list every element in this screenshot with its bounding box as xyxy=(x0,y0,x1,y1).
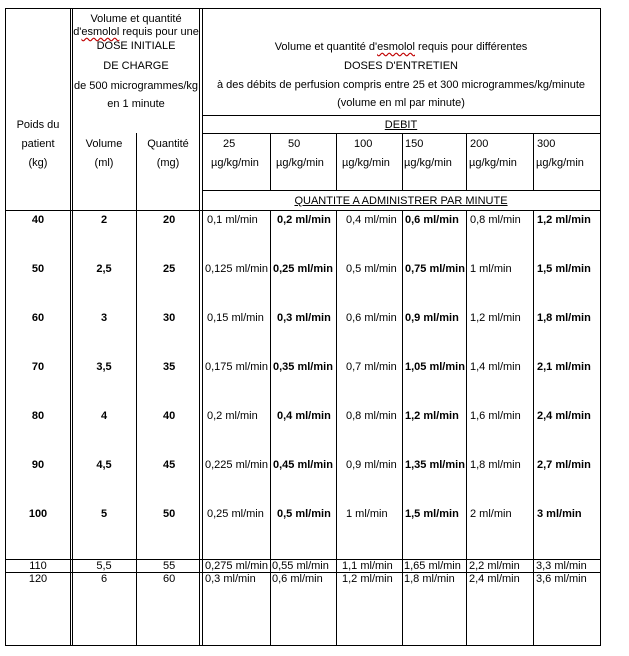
maintenance-heading: Volume et quantité d'esmolol requis pour différentes xyxy=(274,41,528,53)
column-rule xyxy=(70,8,71,646)
header-rule xyxy=(202,115,601,116)
column-rule xyxy=(402,133,403,191)
dose-cell: 1,8 ml/min xyxy=(470,459,521,471)
column-rule xyxy=(533,210,534,646)
weight-column-header: patient xyxy=(21,138,55,150)
quantity-cell: 50 xyxy=(163,508,176,520)
rate-unit: µg/kg/min xyxy=(276,157,324,169)
column-rule xyxy=(466,133,467,191)
dose-cell: 0,6 ml/min xyxy=(272,573,323,585)
dose-cell: 0,5 ml/min xyxy=(346,263,397,275)
rate-value: 100 xyxy=(354,138,373,150)
dose-cell: 0,8 ml/min xyxy=(346,410,397,422)
volume-cell: 3,5 xyxy=(96,361,112,373)
loading-dose-heading: de 500 microgrammes/kg xyxy=(73,80,199,92)
rate-value: 50 xyxy=(288,138,301,150)
table-border-bottom xyxy=(5,645,601,646)
weight-column-header: (kg) xyxy=(28,157,48,169)
table-border-left xyxy=(5,8,6,646)
volume-cell: 2,5 xyxy=(96,263,112,275)
quantity-column-header: Quantité xyxy=(147,138,189,150)
dose-cell: 0,3 ml/min xyxy=(277,312,331,324)
dose-cell: 1,5 ml/min xyxy=(537,263,591,275)
dose-cell: 0,7 ml/min xyxy=(346,361,397,373)
dose-cell: 0,4 ml/min xyxy=(277,410,331,422)
volume-cell: 3 xyxy=(100,312,108,324)
quantity-cell: 20 xyxy=(163,214,176,226)
dose-cell: 0,125 ml/min xyxy=(205,263,268,275)
rate-value: 200 xyxy=(470,138,489,150)
weight-cell: 50 xyxy=(31,263,45,275)
dose-cell: 0,45 ml/min xyxy=(273,459,333,471)
weight-cell: 120 xyxy=(28,573,48,585)
column-rule xyxy=(336,210,337,646)
column-rule xyxy=(336,133,337,191)
rate-value: 300 xyxy=(537,138,556,150)
dose-cell: 1,5 ml/min xyxy=(405,508,459,520)
rate-unit: µg/kg/min xyxy=(404,157,452,169)
table-border-right xyxy=(600,8,601,646)
quantity-cell: 45 xyxy=(163,459,176,471)
volume-cell: 4 xyxy=(100,410,108,422)
dose-cell: 1,1 ml/min xyxy=(342,560,393,572)
maintenance-heading: DOSES D'ENTRETIEN xyxy=(344,60,458,72)
quantity-cell: 40 xyxy=(163,410,176,422)
quantity-cell: 30 xyxy=(163,312,176,324)
weight-cell: 40 xyxy=(31,214,45,226)
dose-cell: 1,6 ml/min xyxy=(470,410,521,422)
column-rule xyxy=(199,8,200,646)
volume-column-header: (ml) xyxy=(94,157,114,169)
dose-cell: 1,8 ml/min xyxy=(537,312,591,324)
weight-cell: 90 xyxy=(31,459,45,471)
column-rule xyxy=(270,210,271,646)
dose-cell: 0,2 ml/min xyxy=(207,410,258,422)
dose-cell: 1,05 ml/min xyxy=(405,361,465,373)
dose-cell: 0,175 ml/min xyxy=(205,361,268,373)
rate-value: 150 xyxy=(405,138,424,150)
dose-cell: 1,65 ml/min xyxy=(404,560,461,572)
dose-cell: 2,2 ml/min xyxy=(469,560,520,572)
header-rule xyxy=(5,210,601,211)
dose-cell: 0,4 ml/min xyxy=(346,214,397,226)
dose-cell: 0,225 ml/min xyxy=(205,459,268,471)
dose-cell: 0,5 ml/min xyxy=(277,508,331,520)
dose-cell: 2,7 ml/min xyxy=(537,459,591,471)
maintenance-heading: à des débits de perfusion compris entre 25 et 300 microgrammes/kg/minute xyxy=(216,79,586,91)
column-rule xyxy=(533,133,534,191)
dose-cell: 0,8 ml/min xyxy=(470,214,521,226)
dose-cell: 0,275 ml/min xyxy=(205,560,268,572)
weight-column-header: Poids du xyxy=(16,119,60,131)
quantity-cell: 35 xyxy=(163,361,176,373)
weight-cell: 60 xyxy=(31,312,45,324)
dose-cell: 0,2 ml/min xyxy=(277,214,331,226)
dose-cell: 0,9 ml/min xyxy=(346,459,397,471)
dose-cell: 3,6 ml/min xyxy=(536,573,587,585)
loading-dose-heading: Volume et quantité d'esmolol requis pour une xyxy=(73,13,199,38)
column-rule xyxy=(270,133,271,191)
weight-cell: 70 xyxy=(31,361,45,373)
rate-value: 25 xyxy=(223,138,236,150)
dose-cell: 1 ml/min xyxy=(470,263,512,275)
dose-cell: 1,2 ml/min xyxy=(405,410,459,422)
dose-cell: 1,4 ml/min xyxy=(470,361,521,373)
dose-cell: 0,1 ml/min xyxy=(207,214,258,226)
dose-cell: 2,1 ml/min xyxy=(537,361,591,373)
dose-cell: 3,3 ml/min xyxy=(536,560,587,572)
debit-heading: DEBIT xyxy=(384,119,418,131)
quantity-cell: 55 xyxy=(163,560,176,572)
dose-cell: 0,55 ml/min xyxy=(272,560,329,572)
volume-cell: 5,5 xyxy=(96,560,112,572)
dose-cell: 3 ml/min xyxy=(537,508,582,520)
dose-cell: 0,9 ml/min xyxy=(405,312,459,324)
dose-cell: 1,8 ml/min xyxy=(404,573,455,585)
weight-cell: 100 xyxy=(28,508,48,520)
dose-cell: 1,2 ml/min xyxy=(342,573,393,585)
table-border-top xyxy=(5,8,601,9)
column-rule xyxy=(402,210,403,646)
column-rule xyxy=(136,133,137,646)
rate-unit: µg/kg/min xyxy=(211,157,259,169)
dose-cell: 0,25 ml/min xyxy=(273,263,333,275)
dose-cell: 2 ml/min xyxy=(470,508,512,520)
quantity-column-header: (mg) xyxy=(156,157,180,169)
volume-cell: 4,5 xyxy=(96,459,112,471)
volume-cell: 2 xyxy=(100,214,108,226)
dose-cell: 1 ml/min xyxy=(346,508,388,520)
volume-cell: 6 xyxy=(100,573,108,585)
dose-cell: 0,35 ml/min xyxy=(273,361,333,373)
dose-cell: 0,75 ml/min xyxy=(405,263,465,275)
weight-cell: 80 xyxy=(31,410,45,422)
volume-cell: 5 xyxy=(100,508,108,520)
dose-cell: 1,35 ml/min xyxy=(405,459,465,471)
rate-unit: µg/kg/min xyxy=(342,157,390,169)
dose-cell: 0,3 ml/min xyxy=(205,573,256,585)
per-minute-heading: QUANTITE A ADMINISTRER PAR MINUTE xyxy=(294,195,508,207)
volume-column-header: Volume xyxy=(85,138,123,150)
dose-cell: 1,2 ml/min xyxy=(470,312,521,324)
quantity-cell: 60 xyxy=(163,573,176,585)
dose-cell: 1,2 ml/min xyxy=(537,214,591,226)
loading-dose-heading: DOSE INITIALE xyxy=(96,40,176,52)
dose-cell: 0,6 ml/min xyxy=(405,214,459,226)
loading-dose-heading: en 1 minute xyxy=(107,98,165,110)
dose-cell: 2,4 ml/min xyxy=(537,410,591,422)
dose-cell: 0,25 ml/min xyxy=(207,508,264,520)
column-rule xyxy=(202,8,203,646)
column-rule xyxy=(466,210,467,646)
loading-dose-heading: DE CHARGE xyxy=(103,60,169,72)
weight-cell: 110 xyxy=(29,560,47,572)
dose-cell: 0,15 ml/min xyxy=(207,312,264,324)
rate-unit: µg/kg/min xyxy=(536,157,584,169)
maintenance-heading: (volume en ml par minute) xyxy=(337,97,465,109)
quantity-cell: 25 xyxy=(163,263,176,275)
column-rule xyxy=(72,8,73,646)
rate-unit: µg/kg/min xyxy=(469,157,517,169)
dose-cell: 0,6 ml/min xyxy=(346,312,397,324)
dose-cell: 2,4 ml/min xyxy=(469,573,520,585)
